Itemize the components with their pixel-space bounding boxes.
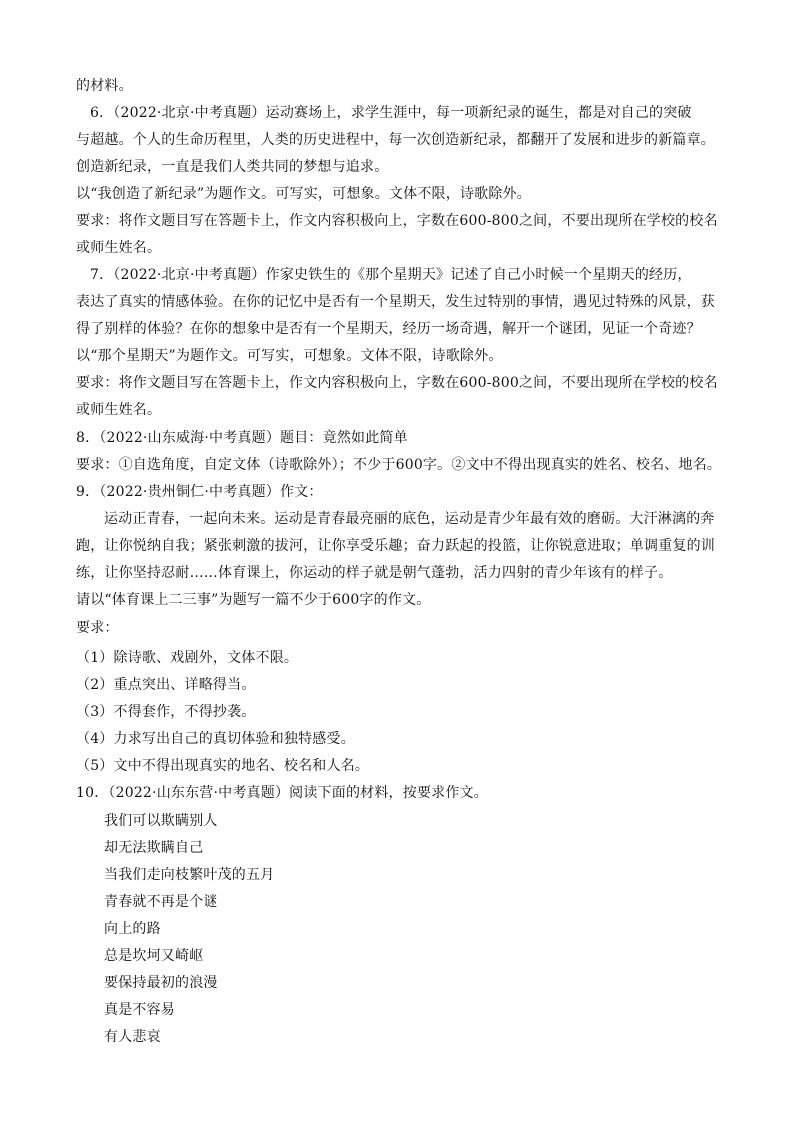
text-line: 跑，让你悦纳自我；紧张刺激的拔河，让你享受乐趣；奋力跃起的投篮，让你锐意进取；单调重复的训 bbox=[76, 538, 715, 554]
text-line: 以“那个星期天”为题作文。可写实，可想象。文体不限，诗歌除外。 bbox=[76, 348, 503, 364]
text-line: 表达了真实的情感体验。在你的记忆中是否有一个星期天，发生过特别的事情，遇见过特殊的风景，获 bbox=[76, 294, 715, 310]
requirement-item: （3）不得套作，不得抄袭。 bbox=[76, 704, 256, 720]
requirement-item: （1）除诗歌、戏剧外，文体不限。 bbox=[76, 650, 299, 666]
question-7: 7．（2022·北京·中考真题）作家史铁生的《那个星期天》记述了自己小时候一个星期天的经历， bbox=[90, 267, 692, 283]
requirement-item: （5）文中不得出现真实的地名、校名和人名。 bbox=[76, 758, 370, 774]
poem-line: 真是不容易 bbox=[104, 1002, 175, 1018]
text-line: 练，让你坚持忍耐……体育课上，你运动的样子就是朝气蓬勃，活力四射的青少年该有的样子。 bbox=[76, 565, 673, 581]
requirement-item: （4）力求写出自己的真切体验和独特感受。 bbox=[76, 731, 355, 747]
text-line: 要求：①自选角度，自定文体（诗歌除外）；不少于600字。②文中不得出现真实的姓名、校名、地名。 bbox=[76, 457, 722, 473]
text-line: 的材料。 bbox=[76, 78, 133, 94]
text-line: 以“我创造了新纪录”为题作文。可写实，可想象。文体不限，诗歌除外。 bbox=[76, 186, 531, 202]
text-line: 或师生姓名。 bbox=[76, 402, 162, 418]
question-9: 9．（2022·贵州铜仁·中考真题）作文： bbox=[76, 484, 323, 500]
text-line: 或师生姓名。 bbox=[76, 240, 162, 256]
text-line: 要求：将作文题目写在答题卡上，作文内容积极向上，字数在600-800之间，不要出现所在学校的校名 bbox=[76, 213, 718, 229]
text-line: 创造新纪录，一直是我们人类共同的梦想与追求。 bbox=[76, 159, 389, 175]
text-line: 得了别样的体验？在你的想象中是否有一个星期天，经历一场奇遇，解开一个谜团，见证一个奇迹？ bbox=[76, 321, 701, 337]
text-line: 与超越。个人的生命历程里，人类的历史进程中，每一次创造新纪录，都翻开了发展和进步的新篇章。 bbox=[76, 132, 715, 148]
poem-line: 向上的路 bbox=[104, 921, 161, 937]
poem-line: 却无法欺瞒自己 bbox=[104, 840, 204, 856]
poem-line: 总是坎坷又崎岖 bbox=[104, 948, 204, 964]
poem-line: 我们可以欺瞒别人 bbox=[104, 813, 218, 829]
question-6: 6．（2022·北京·中考真题）运动赛场上，求学生涯中，每一项新纪录的诞生，都是对自己的突破 bbox=[90, 105, 692, 121]
poem-line: 要保持最初的浪漫 bbox=[104, 975, 218, 991]
question-8: 8．（2022·山东威海·中考真题）题目：竟然如此简单 bbox=[76, 430, 408, 446]
text-line: 要求：将作文题目写在答题卡上，作文内容积极向上，字数在600-800之间，不要出现所在学校的校名 bbox=[76, 375, 718, 391]
text-line: 要求： bbox=[76, 620, 119, 636]
poem-line: 有人悲哀 bbox=[104, 1029, 161, 1045]
question-10: 10．（2022·山东东营·中考真题）阅读下面的材料，按要求作文。 bbox=[76, 785, 488, 801]
requirement-item: （2）重点突出、详略得当。 bbox=[76, 677, 256, 693]
poem-line: 当我们走向枝繁叶茂的五月 bbox=[104, 867, 275, 883]
text-line: 请以“体育课上二三事”为题写一篇不少于600字的作文。 bbox=[76, 592, 431, 608]
poem-line: 青春就不再是个谜 bbox=[104, 894, 218, 910]
text-line: 运动正青春，一起向未来。运动是青春最亮丽的底色，运动是青少年最有效的磨砺。大汗淋漓的奔 bbox=[104, 511, 715, 527]
